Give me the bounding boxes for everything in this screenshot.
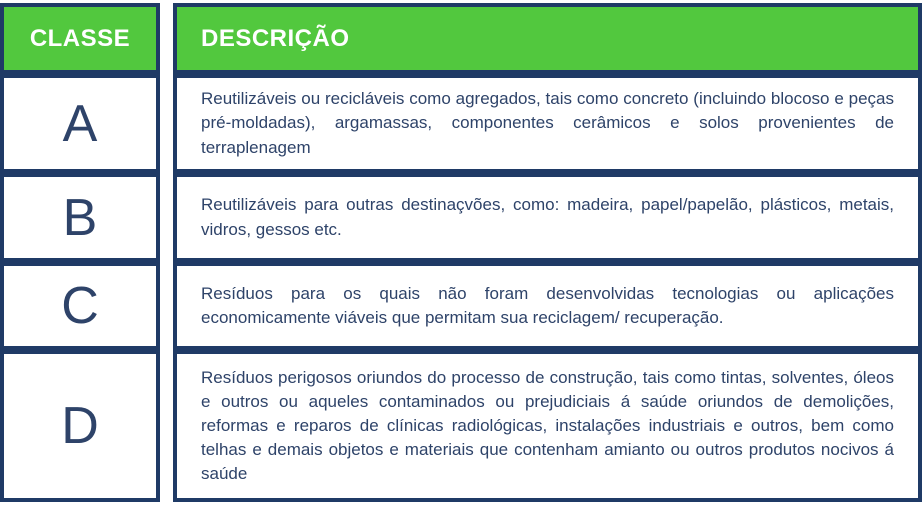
row-label: A <box>62 94 98 153</box>
classe-cell-a <box>0 74 160 173</box>
row-label: C <box>61 277 99 335</box>
classe-cell-c <box>0 262 160 350</box>
header-cell-descricao <box>173 3 922 74</box>
row-description: Resíduos para os quais não foram desenvolvidas tecnologias ou aplicações economicamente viáveis que permitam sua reciclagem/ recuperação. <box>201 283 894 327</box>
header-cell-classe <box>0 3 160 74</box>
descricao-cell-b <box>173 173 922 262</box>
classe-column <box>0 3 160 502</box>
descricao-cell-c <box>173 262 922 350</box>
row-label: D <box>61 397 99 455</box>
row-description: Resíduos perigosos oriundos do processo de construção, tais como tintas, solventes, óleos e outros ou aqueles contaminados ou prejudiciais á saúde oriundos de demolições, reformas e reparos de clínicas radiológicas, instalações industriais e outros, bem como telhas e demais objetos e materiais que contenham amianto ou outros produtos nocivos á saúde <box>201 367 894 484</box>
descricao-header-label: DESCRIÇÃO <box>201 24 350 52</box>
classe-header-label: CLASSE <box>29 24 131 52</box>
row-label: B <box>62 188 98 247</box>
descricao-cell-a <box>173 74 922 173</box>
row-description: Reutilizáveis para outras destinaçvões, como: madeira, papel/papelão, plásticos, metais, vidros, gessos etc. <box>201 195 894 239</box>
descricao-column <box>173 3 922 502</box>
classe-cell-d <box>0 350 160 502</box>
classe-cell-b <box>0 173 160 262</box>
descricao-cell-d <box>173 350 922 502</box>
row-description: Reutilizáveis ou recicláveis como agregados, tais como concreto (incluindo blocoso e peças pré-moldadas), argamassas, componentes cerâmicos e solos provenientes de terraplenagem <box>201 89 894 157</box>
waste-classes-table <box>0 3 922 502</box>
